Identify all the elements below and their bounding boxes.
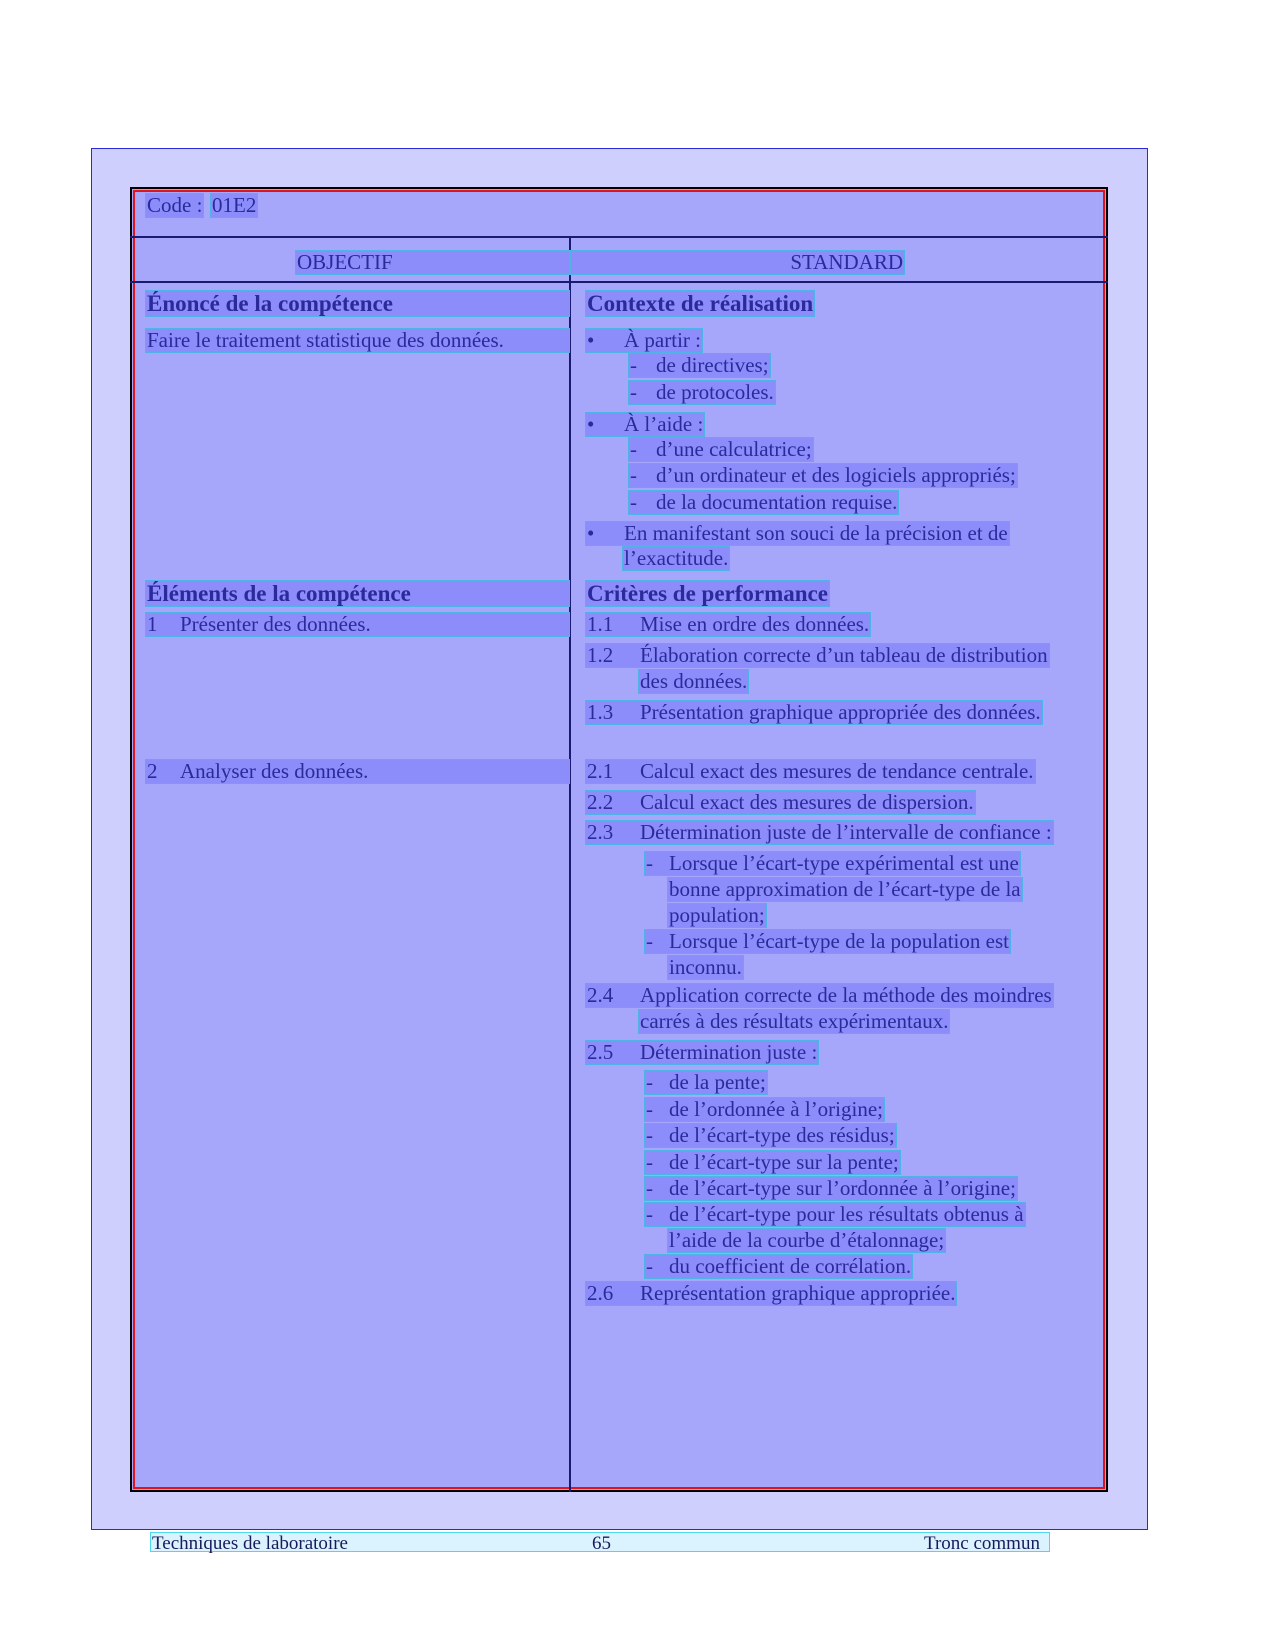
element-number: 1	[147, 612, 158, 636]
critere-number: 2.5	[587, 1040, 614, 1064]
element-text: Analyser des données.	[180, 759, 369, 783]
critere-number: 2.2	[587, 790, 614, 814]
critere-number: 2.6	[587, 1281, 614, 1305]
critere-2-5: 2.5 Détermination juste :	[587, 1040, 818, 1064]
footer-left: Techniques de laboratoire	[152, 1533, 348, 1554]
critere-number: 2.4	[587, 983, 614, 1007]
bullet-icon: •	[587, 412, 595, 436]
header-standard: STANDARD	[570, 250, 905, 275]
critere-sub-item: - du coefficient de corrélation.	[646, 1254, 912, 1278]
critere-sub-continuation: inconnu.	[669, 955, 742, 979]
dash-icon: -	[646, 1254, 653, 1278]
critere-sub-continuation: bonne approximation de l’écart-type de la	[669, 877, 1021, 901]
element-text: Présenter des données.	[180, 612, 371, 636]
contexte-sub-item: - de protocoles.	[630, 380, 774, 404]
critere-sub-item: - de l’écart-type pour les résultats obtenus à	[646, 1202, 1024, 1226]
bullet-icon: •	[587, 521, 595, 545]
critere-sub-item: - de la pente;	[646, 1070, 766, 1094]
enonce-title: Énoncé de la compétence	[145, 290, 570, 317]
critere-number: 1.3	[587, 700, 614, 724]
contexte-bullet-2: • À l’aide :	[587, 412, 704, 436]
table-divider-header	[130, 281, 1108, 283]
critere-2-4: 2.4 Application correcte de la méthode des moindres	[587, 983, 1052, 1007]
critere-2-1: 2.1 Calcul exact des mesures de tendance centrale.	[587, 759, 1034, 783]
critere-continuation: carrés à des résultats expérimentaux.	[640, 1009, 949, 1033]
bullet-icon: •	[587, 328, 595, 352]
table-column-divider	[569, 238, 571, 1492]
contexte-title: Contexte de réalisation	[587, 291, 814, 316]
dash-icon: -	[630, 437, 637, 461]
critere-sub-item: - Lorsque l’écart-type de la population est	[646, 929, 1009, 953]
critere-2-6: 2.6 Représentation graphique appropriée.	[587, 1281, 956, 1305]
contexte-sub-item: - de directives;	[630, 353, 769, 377]
critere-sub-item: - de l’ordonnée à l’origine;	[646, 1097, 883, 1121]
code-label: Code :	[147, 193, 203, 217]
footer-right: Tronc commun	[924, 1533, 1040, 1554]
dash-icon: -	[646, 851, 653, 875]
dash-icon: -	[646, 1176, 653, 1200]
critere-sub-item: - de l’écart-type sur la pente;	[646, 1150, 899, 1174]
header-objectif: OBJECTIF	[295, 250, 570, 275]
critere-number: 2.3	[587, 820, 614, 844]
critere-sub-item: - de l’écart-type des résidus;	[646, 1123, 895, 1147]
critere-2-2: 2.2 Calcul exact des mesures de dispersion.	[587, 790, 974, 814]
element-item-2	[145, 759, 570, 784]
contexte-bullet-3-continuation: l’exactitude.	[624, 546, 729, 570]
dash-icon: -	[646, 929, 653, 953]
element-number: 2	[147, 759, 158, 783]
critere-number: 1.2	[587, 643, 614, 667]
contexte-sub-item: - d’un ordinateur et des logiciels appropriés;	[630, 463, 1016, 487]
dash-icon: -	[646, 1150, 653, 1174]
critere-continuation: des données.	[640, 669, 748, 693]
footer-page-number: 65	[592, 1533, 611, 1554]
critere-sub-continuation: population;	[669, 903, 765, 927]
table-divider-top	[130, 236, 1108, 238]
critere-number: 2.1	[587, 759, 614, 783]
enonce-text: Faire le traitement statistique des données.	[145, 328, 570, 353]
critere-2-3: 2.3 Détermination juste de l’intervalle de confiance :	[587, 820, 1052, 844]
dash-icon: -	[646, 1123, 653, 1147]
critere-1-2: 1.2 Élaboration correcte d’un tableau de distribution	[587, 643, 1048, 667]
critere-1-1: 1.1 Mise en ordre des données.	[587, 612, 870, 636]
critere-1-3: 1.3 Présentation graphique appropriée des données.	[587, 700, 1041, 724]
contexte-sub-item: - d’une calculatrice;	[630, 437, 812, 461]
element-item-1	[145, 612, 570, 637]
code-value: 01E2	[212, 193, 257, 217]
dash-icon: -	[630, 353, 637, 377]
dash-icon: -	[630, 463, 637, 487]
contexte-sub-item: - de la documentation requise.	[630, 490, 898, 514]
dash-icon: -	[630, 490, 637, 514]
critere-sub-continuation: l’aide de la courbe d’étalonnage;	[669, 1228, 945, 1252]
dash-icon: -	[646, 1097, 653, 1121]
dash-icon: -	[646, 1070, 653, 1094]
dash-icon: -	[630, 380, 637, 404]
critere-sub-item: - Lorsque l’écart-type expérimental est une	[646, 851, 1019, 875]
critere-number: 1.1	[587, 612, 614, 636]
dash-icon: -	[646, 1202, 653, 1226]
contexte-bullet-3: • En manifestant son souci de la précision et de	[587, 521, 1008, 545]
contexte-bullet-1: • À partir :	[587, 328, 701, 352]
critere-sub-item: - de l’écart-type sur l’ordonnée à l’origine;	[646, 1176, 1016, 1200]
elements-title: Éléments de la compétence	[145, 580, 570, 607]
criteres-title: Critères de performance	[587, 581, 828, 606]
